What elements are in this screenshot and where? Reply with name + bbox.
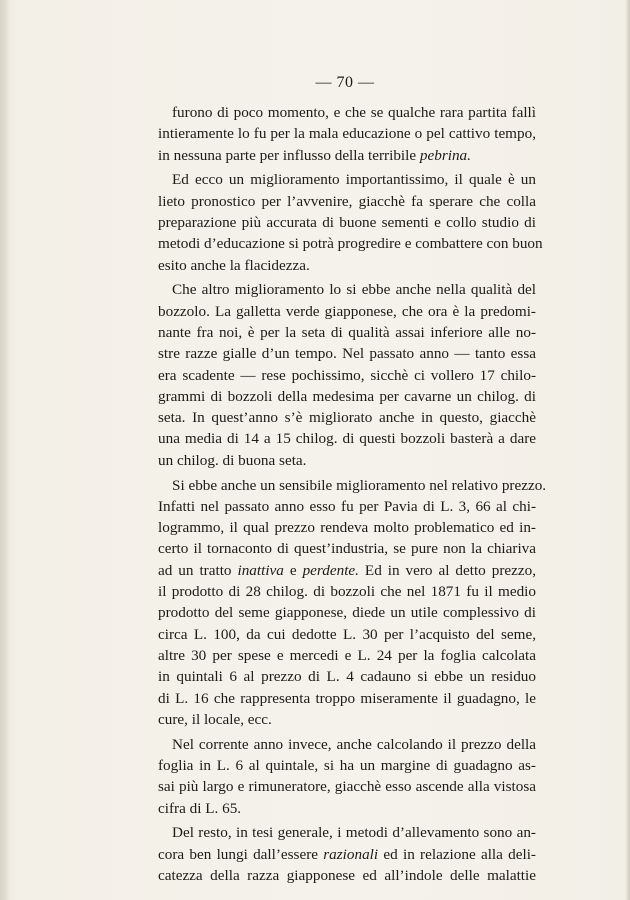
binding-shadow	[0, 0, 10, 900]
text-line: sai più largo e rimuneratore, giacchè esso ascende alla vistosa	[158, 778, 536, 796]
text-line: bozzolo. La galletta verde giapponese, che ora è la predomi-	[158, 302, 536, 320]
text-line: cure, il locale, ecc.	[158, 710, 272, 728]
text-line: esito anche la flacidezza.	[158, 256, 310, 274]
paragraph	[158, 279, 536, 471]
text-line: il prodotto di 28 chilog. di bozzoli che nel 1871 fu il medio	[158, 583, 536, 601]
text-line: certo il tornaconto di quest’industria, se pure non la chiariva	[158, 540, 536, 558]
text-line: nante fra noi, è per la seta di qualità assai inferiore alle no-	[158, 323, 536, 341]
text-line: seta. In quest’anno s’è migliorato anche in questo, giacchè	[158, 409, 536, 427]
page-number: — 70 —	[315, 74, 375, 91]
text-line: furono di poco momento, e che se qualche rara partita fallì	[172, 104, 536, 121]
text-line: metodi d’educazione si potrà progredire e combattere con buon	[158, 235, 543, 253]
text-line: foglia in L. 6 al quintale, si ha un margine di guadagno as-	[158, 756, 536, 774]
italic-text: perdente.	[302, 561, 359, 579]
text-line: una media di 14 a 15 chilog. di questi bozzoli basterà a dare	[158, 430, 536, 448]
text-line: prodotto del seme giapponese, diede un utile complessivo di	[158, 604, 536, 622]
text-line: cora ben lungi dall’essere razionali ed in relazione alla deli-	[158, 845, 536, 863]
text-line: grammi di bozzoli della medesima per cavarne un chilog. di	[158, 387, 536, 405]
paragraph	[158, 822, 536, 886]
text-line: era scadente — rese pochissimo, sicchè ci vollero 17 chilo-	[158, 366, 536, 384]
text-line: ad un tratto inattiva e perdente. Ed in vero al detto prezzo,	[158, 561, 537, 579]
italic-text: pebrina.	[419, 146, 471, 164]
text-line: un chilog. di buona seta.	[158, 451, 307, 469]
text-line: in nessuna parte per influsso della terribile pebrina.	[158, 146, 471, 164]
text-line: logrammo, il qual prezzo rendeva molto problematico ed in-	[158, 519, 536, 537]
text-line: Si ebbe anche un sensibile miglioramento nel relativo prezzo.	[172, 476, 547, 494]
italic-text: inattiva	[237, 561, 284, 579]
text-line: Che altro miglioramento lo si ebbe anche nella qualità del	[172, 281, 536, 299]
paragraph	[158, 475, 547, 731]
text-line: di L. 16 che rappresenta troppo miseramente il guadagno, le	[158, 689, 536, 707]
text-line: Del resto, in tesi generale, i metodi d’allevamento sono an-	[172, 824, 536, 842]
text-line: circa L. 100, da cui dedotte L. 30 per l’acquisto del seme,	[158, 625, 536, 643]
body-text	[158, 102, 547, 890]
text-line: Infatti nel passato anno esso fu per Pavia di L. 3, 66 al chi-	[158, 497, 536, 515]
page-edge-shadow	[625, 0, 630, 900]
text-line: altre 30 per spese e mercedi e L. 24 per la foglia calcolata	[158, 646, 536, 664]
italic-text: razionali	[323, 845, 379, 863]
text-line: Nel corrente anno invece, anche calcolando il prezzo della	[172, 735, 536, 753]
text-line: in quintali 6 al prezzo di L. 4 cadauno si ebbe un residuo	[158, 668, 536, 686]
text-line: intieramente lo fu per la mala educazione o pel cattivo tempo,	[158, 125, 536, 143]
text-line: cifra di L. 65.	[158, 799, 242, 817]
text-line: Ed ecco un miglioramento importantissimo, il quale è un	[172, 171, 536, 189]
text-line: preparazione più accurata di buone sementi e collo studio di	[158, 213, 536, 231]
paragraph	[158, 102, 536, 166]
paragraph	[158, 169, 543, 275]
text-line: lieto pronostico per l’avvenire, giacchè fa sperare che colla	[158, 192, 536, 210]
paragraph	[158, 734, 536, 819]
text-line: stre razze gialle d’un tempo. Nel passato anno — tanto essa	[158, 345, 536, 363]
text-line: catezza della razza giapponese ed all’indole delle malattie	[158, 866, 536, 884]
